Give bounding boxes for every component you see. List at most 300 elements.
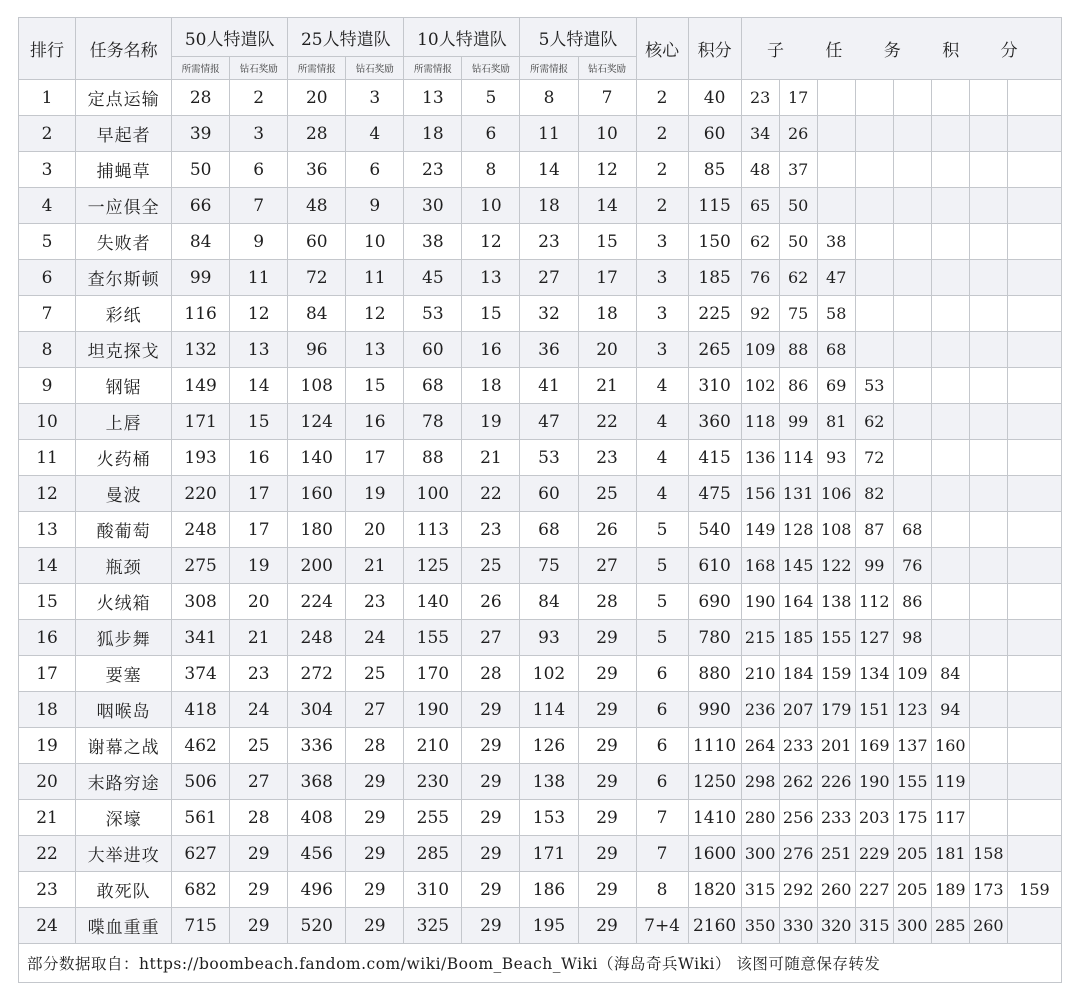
cell-diamond: 25 [578, 476, 636, 512]
cell-sub-points [893, 116, 931, 152]
header-sub-points: 子 任 务 积 分 [741, 18, 1061, 80]
cell-sub-points: 158 [969, 836, 1007, 872]
cell-diamond: 21 [230, 620, 288, 656]
cell-points: 990 [688, 692, 741, 728]
cell-intel: 102 [520, 656, 578, 692]
header-intel: 所需情报 [404, 57, 462, 80]
cell-diamond: 15 [346, 368, 404, 404]
cell-sub-points: 233 [779, 728, 817, 764]
cell-diamond: 29 [578, 692, 636, 728]
cell-sub-points [855, 332, 893, 368]
header-team-10: 10人特遣队 [404, 18, 520, 57]
cell-task-name: 曼波 [76, 476, 172, 512]
cell-task-name: 要塞 [76, 656, 172, 692]
cell-sub-points: 262 [779, 764, 817, 800]
cell-sub-points: 122 [817, 548, 855, 584]
cell-intel: 14 [520, 152, 578, 188]
cell-core: 5 [636, 512, 688, 548]
cell-sub-points: 62 [741, 224, 779, 260]
cell-sub-points [969, 368, 1007, 404]
cell-sub-points: 285 [931, 908, 969, 944]
cell-intel: 200 [288, 548, 346, 584]
cell-sub-points [893, 152, 931, 188]
cell-core: 3 [636, 224, 688, 260]
cell-diamond: 29 [462, 908, 520, 944]
cell-sub-points: 181 [931, 836, 969, 872]
cell-sub-points [1007, 620, 1061, 656]
cell-sub-points [1007, 908, 1061, 944]
cell-sub-points: 38 [817, 224, 855, 260]
cell-rank: 5 [19, 224, 76, 260]
cell-diamond: 25 [462, 548, 520, 584]
table-row [19, 404, 1062, 440]
cell-diamond: 10 [462, 188, 520, 224]
cell-sub-points [1007, 440, 1061, 476]
cell-core: 2 [636, 152, 688, 188]
cell-sub-points: 128 [779, 512, 817, 548]
cell-diamond: 27 [578, 548, 636, 584]
cell-sub-points [969, 260, 1007, 296]
cell-sub-points [1007, 116, 1061, 152]
cell-diamond: 26 [578, 512, 636, 548]
cell-rank: 1 [19, 80, 76, 116]
cell-sub-points: 99 [855, 548, 893, 584]
cell-intel: 627 [172, 836, 230, 872]
cell-sub-points [1007, 332, 1061, 368]
cell-sub-points [969, 548, 1007, 584]
cell-diamond: 17 [578, 260, 636, 296]
cell-sub-points [969, 224, 1007, 260]
cell-rank: 7 [19, 296, 76, 332]
cell-sub-points [969, 440, 1007, 476]
cell-diamond: 29 [578, 728, 636, 764]
cell-sub-points [969, 656, 1007, 692]
cell-sub-points: 260 [817, 872, 855, 908]
cell-points: 360 [688, 404, 741, 440]
cell-sub-points [1007, 764, 1061, 800]
cell-rank: 3 [19, 152, 76, 188]
cell-diamond: 29 [578, 656, 636, 692]
cell-diamond: 29 [578, 800, 636, 836]
cell-sub-points [969, 692, 1007, 728]
cell-sub-points [969, 80, 1007, 116]
header-points: 积分 [688, 18, 741, 80]
table-row [19, 476, 1062, 512]
cell-diamond: 29 [462, 764, 520, 800]
table-row [19, 692, 1062, 728]
cell-core: 3 [636, 332, 688, 368]
header-team-5: 5人特遣队 [520, 18, 636, 57]
cell-intel: 138 [520, 764, 578, 800]
cell-sub-points [893, 188, 931, 224]
cell-sub-points [1007, 224, 1061, 260]
cell-sub-points: 256 [779, 800, 817, 836]
cell-rank: 6 [19, 260, 76, 296]
table-container [18, 17, 1062, 983]
cell-intel: 170 [404, 656, 462, 692]
cell-sub-points: 300 [741, 836, 779, 872]
cell-diamond: 23 [346, 584, 404, 620]
cell-sub-points [1007, 152, 1061, 188]
cell-core: 5 [636, 620, 688, 656]
cell-intel: 48 [288, 188, 346, 224]
cell-points: 690 [688, 584, 741, 620]
cell-diamond: 13 [462, 260, 520, 296]
cell-sub-points: 138 [817, 584, 855, 620]
header-intel: 所需情报 [520, 57, 578, 80]
cell-intel: 39 [172, 116, 230, 152]
cell-sub-points [931, 584, 969, 620]
cell-sub-points: 17 [779, 80, 817, 116]
cell-diamond: 15 [230, 404, 288, 440]
cell-sub-points [1007, 548, 1061, 584]
cell-intel: 28 [288, 116, 346, 152]
cell-sub-points [969, 188, 1007, 224]
cell-sub-points: 108 [817, 512, 855, 548]
cell-task-name: 酸葡萄 [76, 512, 172, 548]
cell-task-name: 喋血重重 [76, 908, 172, 944]
cell-sub-points: 102 [741, 368, 779, 404]
cell-intel: 285 [404, 836, 462, 872]
cell-core: 6 [636, 656, 688, 692]
cell-diamond: 21 [462, 440, 520, 476]
cell-sub-points: 68 [893, 512, 931, 548]
cell-intel: 30 [404, 188, 462, 224]
cell-intel: 96 [288, 332, 346, 368]
table-body [19, 80, 1062, 944]
cell-diamond: 29 [230, 908, 288, 944]
cell-intel: 11 [520, 116, 578, 152]
cell-sub-points [855, 296, 893, 332]
cell-diamond: 14 [230, 368, 288, 404]
cell-core: 6 [636, 692, 688, 728]
header-diamond: 钻石奖励 [230, 57, 288, 80]
cell-sub-points [1007, 692, 1061, 728]
cell-diamond: 28 [578, 584, 636, 620]
cell-points: 780 [688, 620, 741, 656]
task-table [18, 17, 1062, 983]
cell-diamond: 28 [230, 800, 288, 836]
cell-sub-points: 26 [779, 116, 817, 152]
cell-diamond: 20 [346, 512, 404, 548]
cell-diamond: 27 [462, 620, 520, 656]
cell-sub-points: 87 [855, 512, 893, 548]
cell-sub-points [817, 188, 855, 224]
cell-intel: 155 [404, 620, 462, 656]
cell-sub-points: 62 [855, 404, 893, 440]
cell-core: 7 [636, 800, 688, 836]
table-row [19, 188, 1062, 224]
cell-diamond: 12 [346, 296, 404, 332]
cell-sub-points: 292 [779, 872, 817, 908]
table-row [19, 296, 1062, 332]
cell-diamond: 17 [346, 440, 404, 476]
cell-sub-points: 136 [741, 440, 779, 476]
table-row [19, 872, 1062, 908]
cell-diamond: 29 [462, 728, 520, 764]
cell-points: 40 [688, 80, 741, 116]
cell-intel: 272 [288, 656, 346, 692]
cell-sub-points [855, 260, 893, 296]
cell-rank: 17 [19, 656, 76, 692]
cell-sub-points: 156 [741, 476, 779, 512]
table-row [19, 548, 1062, 584]
cell-diamond: 13 [230, 332, 288, 368]
cell-diamond: 25 [230, 728, 288, 764]
cell-diamond: 15 [578, 224, 636, 260]
cell-core: 7 [636, 836, 688, 872]
cell-diamond: 19 [346, 476, 404, 512]
cell-sub-points: 264 [741, 728, 779, 764]
table-row [19, 332, 1062, 368]
cell-diamond: 2 [230, 80, 288, 116]
cell-diamond: 29 [230, 872, 288, 908]
table-row [19, 800, 1062, 836]
cell-intel: 195 [520, 908, 578, 944]
cell-intel: 36 [288, 152, 346, 188]
cell-diamond: 29 [346, 836, 404, 872]
cell-intel: 193 [172, 440, 230, 476]
cell-sub-points: 215 [741, 620, 779, 656]
table-row [19, 908, 1062, 944]
cell-intel: 53 [520, 440, 578, 476]
cell-sub-points [931, 260, 969, 296]
cell-task-name: 捕蝇草 [76, 152, 172, 188]
cell-sub-points [931, 404, 969, 440]
cell-diamond: 16 [230, 440, 288, 476]
cell-sub-points [931, 116, 969, 152]
cell-points: 415 [688, 440, 741, 476]
cell-diamond: 28 [346, 728, 404, 764]
cell-intel: 149 [172, 368, 230, 404]
cell-intel: 561 [172, 800, 230, 836]
table-row [19, 728, 1062, 764]
cell-sub-points [931, 368, 969, 404]
cell-sub-points: 298 [741, 764, 779, 800]
cell-sub-points: 190 [855, 764, 893, 800]
cell-diamond: 29 [346, 800, 404, 836]
cell-sub-points: 58 [817, 296, 855, 332]
cell-diamond: 29 [346, 764, 404, 800]
cell-diamond: 14 [578, 188, 636, 224]
cell-sub-points: 280 [741, 800, 779, 836]
cell-intel: 408 [288, 800, 346, 836]
cell-sub-points [855, 224, 893, 260]
cell-task-name: 瓶颈 [76, 548, 172, 584]
cell-task-name: 坦克探戈 [76, 332, 172, 368]
cell-sub-points: 68 [817, 332, 855, 368]
cell-intel: 18 [404, 116, 462, 152]
table-row [19, 620, 1062, 656]
cell-points: 1410 [688, 800, 741, 836]
table-row [19, 224, 1062, 260]
cell-intel: 210 [404, 728, 462, 764]
cell-sub-points [1007, 584, 1061, 620]
cell-sub-points [893, 224, 931, 260]
cell-sub-points [893, 476, 931, 512]
cell-sub-points: 236 [741, 692, 779, 728]
cell-points: 1600 [688, 836, 741, 872]
table-row [19, 368, 1062, 404]
table-row [19, 836, 1062, 872]
cell-sub-points [1007, 260, 1061, 296]
cell-sub-points [931, 152, 969, 188]
cell-intel: 32 [520, 296, 578, 332]
cell-intel: 28 [172, 80, 230, 116]
cell-intel: 84 [172, 224, 230, 260]
cell-sub-points [893, 296, 931, 332]
cell-intel: 13 [404, 80, 462, 116]
cell-intel: 520 [288, 908, 346, 944]
cell-sub-points: 320 [817, 908, 855, 944]
cell-intel: 53 [404, 296, 462, 332]
cell-diamond: 12 [462, 224, 520, 260]
cell-sub-points: 159 [817, 656, 855, 692]
cell-diamond: 13 [346, 332, 404, 368]
cell-sub-points: 114 [779, 440, 817, 476]
cell-sub-points [931, 332, 969, 368]
cell-rank: 2 [19, 116, 76, 152]
cell-diamond: 23 [462, 512, 520, 548]
cell-task-name: 敢死队 [76, 872, 172, 908]
cell-diamond: 5 [462, 80, 520, 116]
cell-intel: 368 [288, 764, 346, 800]
cell-points: 150 [688, 224, 741, 260]
cell-intel: 160 [288, 476, 346, 512]
cell-diamond: 18 [578, 296, 636, 332]
cell-intel: 99 [172, 260, 230, 296]
cell-sub-points [893, 404, 931, 440]
cell-sub-points: 155 [893, 764, 931, 800]
cell-core: 2 [636, 80, 688, 116]
cell-intel: 125 [404, 548, 462, 584]
cell-sub-points [893, 440, 931, 476]
cell-sub-points [1007, 656, 1061, 692]
cell-diamond: 29 [346, 908, 404, 944]
cell-points: 60 [688, 116, 741, 152]
cell-task-name: 火药桶 [76, 440, 172, 476]
cell-sub-points: 47 [817, 260, 855, 296]
cell-sub-points [931, 548, 969, 584]
cell-points: 85 [688, 152, 741, 188]
cell-sub-points [1007, 512, 1061, 548]
cell-diamond: 11 [346, 260, 404, 296]
cell-diamond: 23 [578, 440, 636, 476]
cell-sub-points [969, 728, 1007, 764]
cell-intel: 418 [172, 692, 230, 728]
cell-intel: 126 [520, 728, 578, 764]
cell-sub-points [969, 332, 1007, 368]
cell-diamond: 9 [346, 188, 404, 224]
cell-rank: 9 [19, 368, 76, 404]
header-team-25: 25人特遣队 [288, 18, 404, 57]
cell-sub-points: 109 [893, 656, 931, 692]
cell-sub-points [969, 584, 1007, 620]
cell-intel: 68 [520, 512, 578, 548]
cell-task-name: 狐步舞 [76, 620, 172, 656]
cell-intel: 462 [172, 728, 230, 764]
cell-sub-points: 86 [779, 368, 817, 404]
cell-diamond: 12 [578, 152, 636, 188]
cell-points: 880 [688, 656, 741, 692]
cell-intel: 224 [288, 584, 346, 620]
cell-task-name: 大举进攻 [76, 836, 172, 872]
cell-diamond: 3 [230, 116, 288, 152]
cell-intel: 23 [520, 224, 578, 260]
header-diamond: 钻石奖励 [346, 57, 404, 80]
cell-sub-points: 168 [741, 548, 779, 584]
cell-sub-points: 94 [931, 692, 969, 728]
cell-intel: 88 [404, 440, 462, 476]
cell-task-name: 失败者 [76, 224, 172, 260]
cell-points: 475 [688, 476, 741, 512]
cell-core: 4 [636, 404, 688, 440]
header-intel: 所需情报 [172, 57, 230, 80]
cell-diamond: 24 [346, 620, 404, 656]
cell-intel: 275 [172, 548, 230, 584]
cell-sub-points [969, 404, 1007, 440]
cell-intel: 60 [404, 332, 462, 368]
cell-sub-points: 229 [855, 836, 893, 872]
cell-sub-points [817, 116, 855, 152]
cell-diamond: 29 [578, 872, 636, 908]
cell-sub-points: 233 [817, 800, 855, 836]
cell-task-name: 谢幕之战 [76, 728, 172, 764]
cell-sub-points [817, 152, 855, 188]
cell-diamond: 12 [230, 296, 288, 332]
header-diamond: 钻石奖励 [578, 57, 636, 80]
cell-intel: 60 [520, 476, 578, 512]
cell-task-name: 定点运输 [76, 80, 172, 116]
cell-diamond: 16 [462, 332, 520, 368]
cell-diamond: 29 [462, 800, 520, 836]
cell-intel: 153 [520, 800, 578, 836]
cell-core: 4 [636, 368, 688, 404]
cell-rank: 15 [19, 584, 76, 620]
cell-intel: 84 [520, 584, 578, 620]
header-team-50: 50人特遣队 [172, 18, 288, 57]
cell-sub-points [817, 80, 855, 116]
cell-points: 1250 [688, 764, 741, 800]
cell-diamond: 29 [462, 872, 520, 908]
cell-intel: 124 [288, 404, 346, 440]
cell-diamond: 19 [462, 404, 520, 440]
cell-sub-points: 62 [779, 260, 817, 296]
cell-sub-points: 207 [779, 692, 817, 728]
cell-intel: 496 [288, 872, 346, 908]
cell-sub-points: 131 [779, 476, 817, 512]
cell-intel: 682 [172, 872, 230, 908]
cell-intel: 114 [520, 692, 578, 728]
cell-rank: 12 [19, 476, 76, 512]
cell-task-name: 咽喉岛 [76, 692, 172, 728]
cell-sub-points: 118 [741, 404, 779, 440]
cell-core: 3 [636, 296, 688, 332]
table-row [19, 584, 1062, 620]
cell-intel: 60 [288, 224, 346, 260]
cell-sub-points [931, 296, 969, 332]
cell-sub-points [1007, 188, 1061, 224]
cell-core: 5 [636, 584, 688, 620]
cell-intel: 171 [520, 836, 578, 872]
cell-sub-points [855, 116, 893, 152]
cell-sub-points: 86 [893, 584, 931, 620]
cell-core: 6 [636, 764, 688, 800]
cell-diamond: 29 [578, 836, 636, 872]
cell-sub-points [969, 476, 1007, 512]
cell-diamond: 21 [578, 368, 636, 404]
cell-intel: 310 [404, 872, 462, 908]
